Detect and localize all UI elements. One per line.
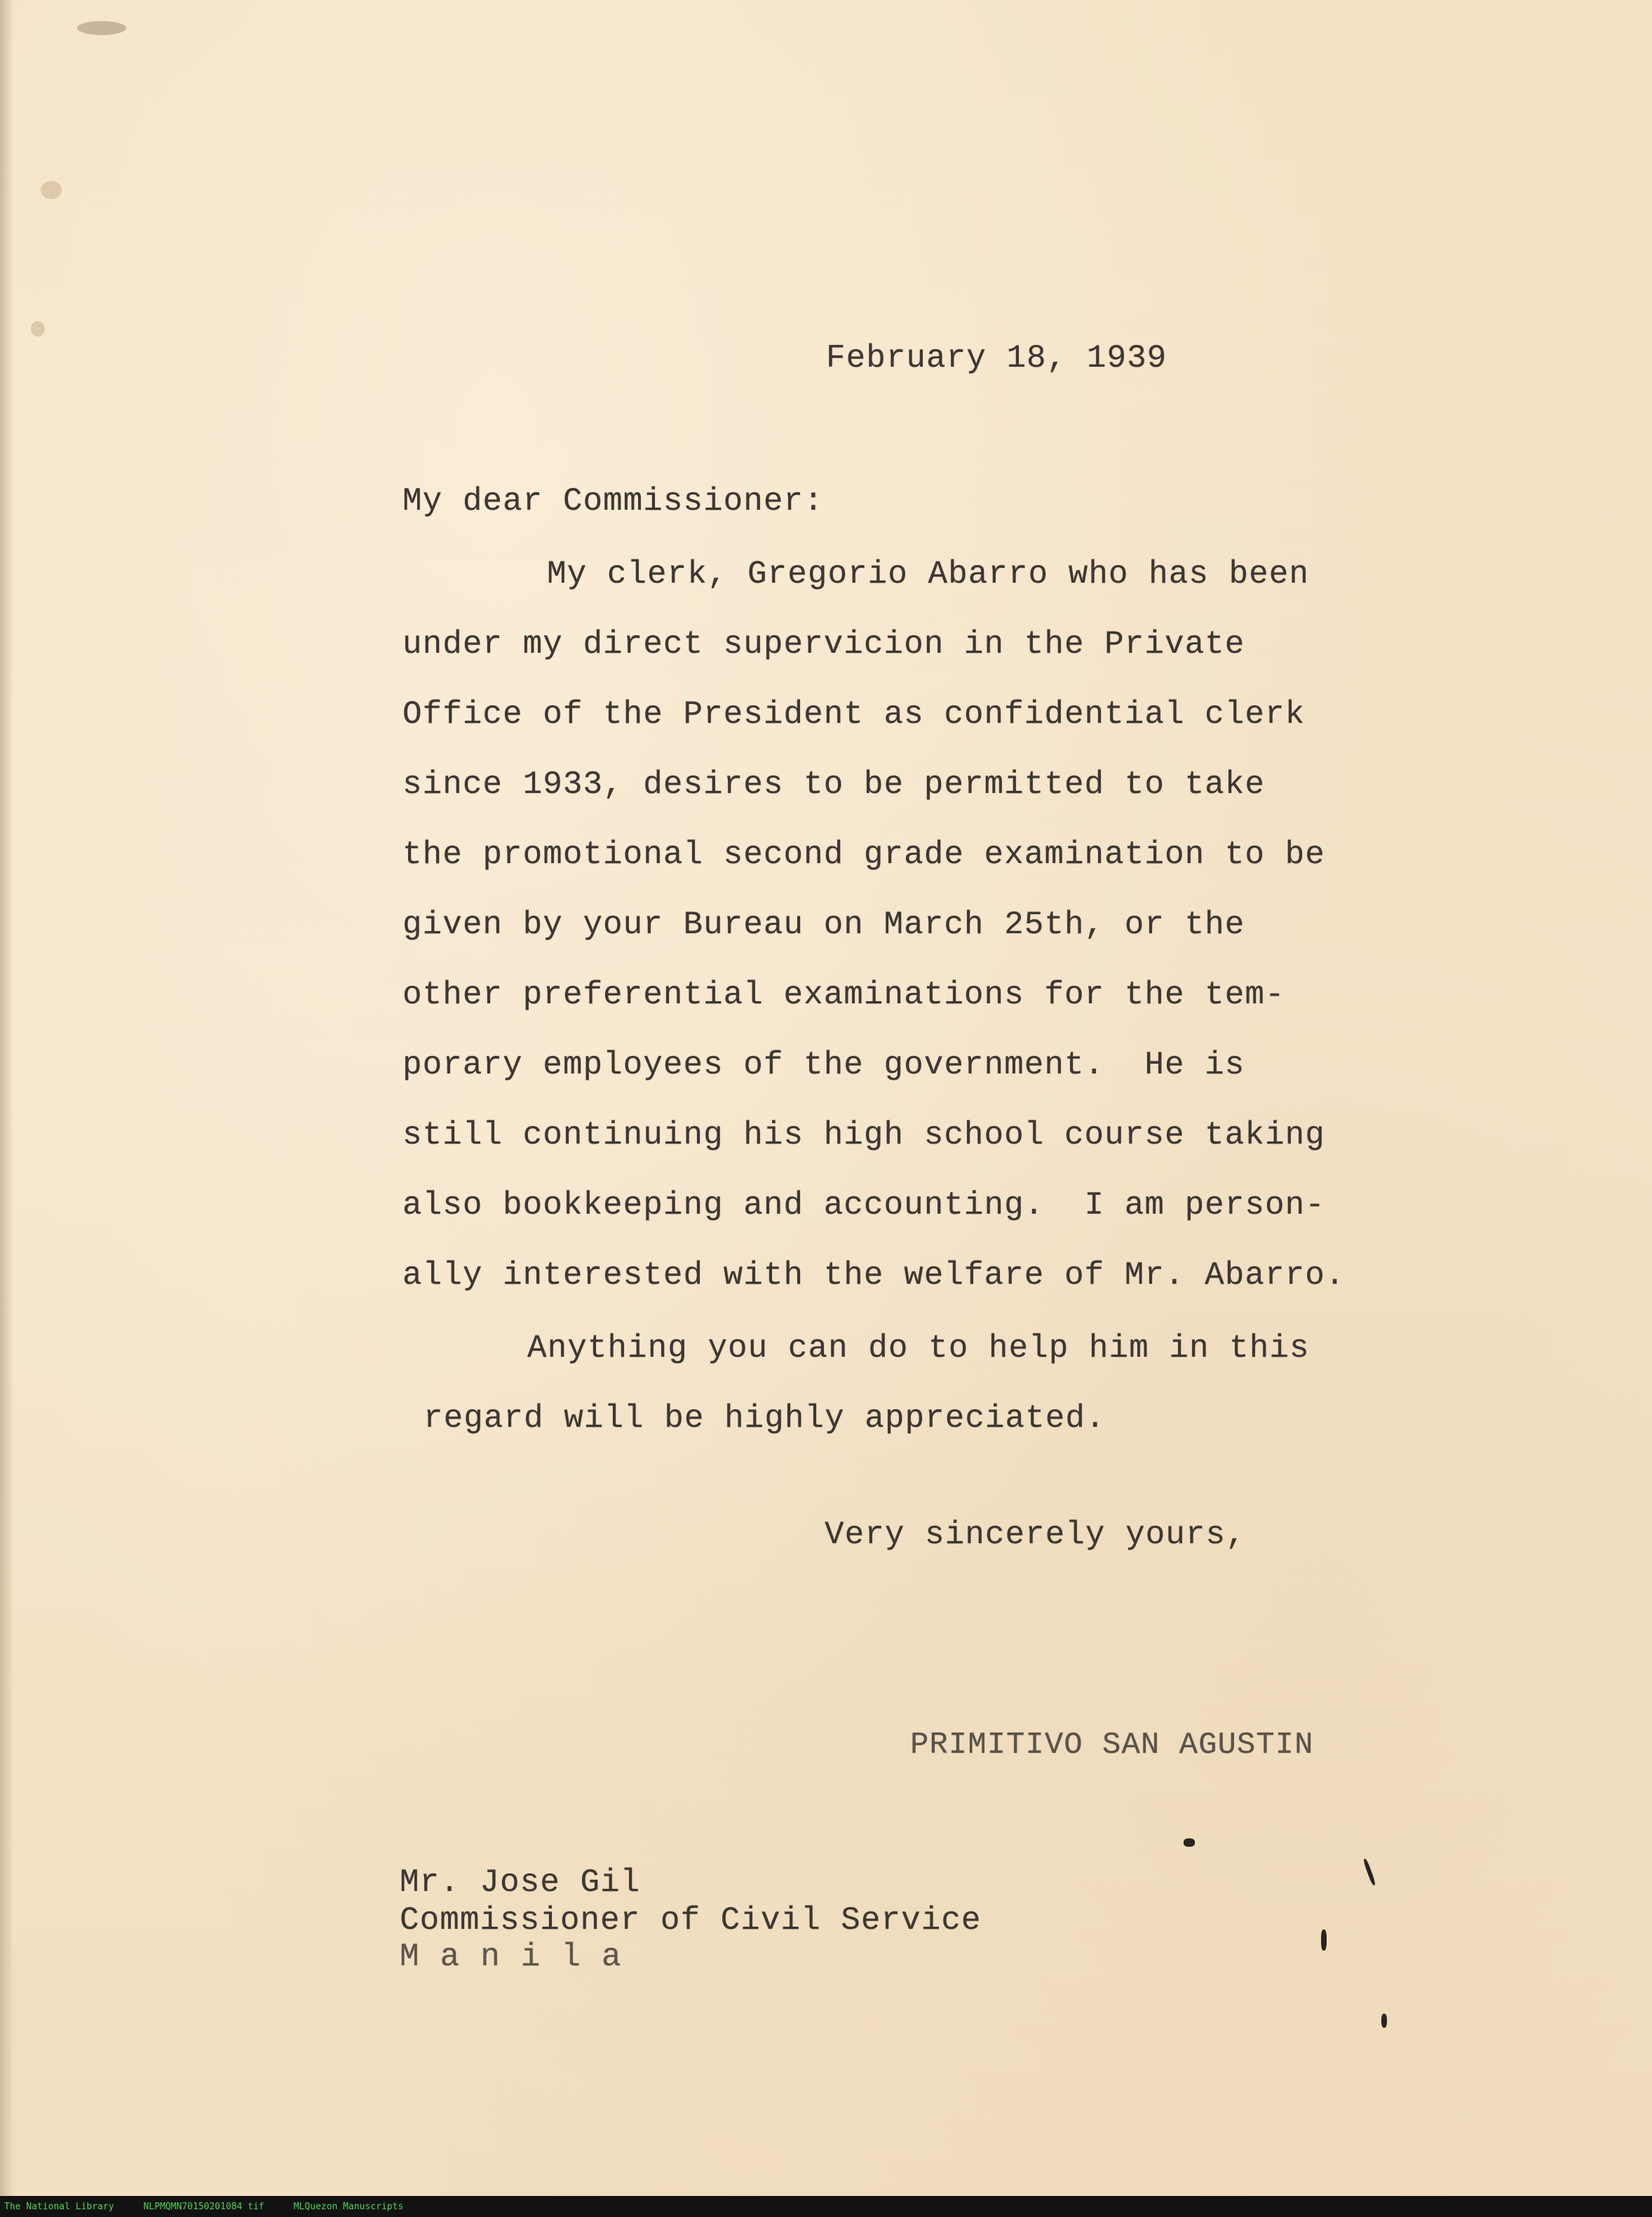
recipient-city: Manila [400,1939,642,1975]
body-line: since 1933, desires to be permitted to take [402,766,1265,803]
body-line: My clerk, Gregorio Abarro who has been [547,556,1309,592]
body-line: other preferential examinations for the tem- [402,977,1285,1013]
closing-paragraph-line: Anything you can do to help him in this [527,1330,1310,1367]
archive-footer-bar [0,2196,1652,2217]
paper-stain [31,321,45,337]
ink-mark [1362,1858,1376,1886]
body-line: ally interested with the welfare of Mr. Abarro. [402,1257,1346,1294]
letter-date: February 18, 1939 [826,340,1167,377]
body-line: also bookkeeping and accounting. I am person- [402,1187,1325,1223]
footer-collection: MLQuezon Manuscripts [293,2201,404,2212]
body-line: the promotional second grade examination to be [402,836,1325,873]
signature-name: PRIMITIVO SAN AGUSTIN [910,1728,1314,1763]
body-line: given by your Bureau on March 25th, or the [402,907,1245,943]
ink-mark [1321,1930,1327,1951]
body-line: under my direct supervicion in the Private [402,626,1245,663]
salutation: My dear Commissioner: [402,483,824,520]
recipient-name: Mr. Jose Gil [400,1864,641,1901]
body-line: Office of the President as confidential clerk [402,696,1306,733]
complimentary-close: Very sincerely yours, [825,1517,1246,1553]
paper-edge-shadow [0,0,14,2196]
paper-stain [41,181,62,199]
footer-file-id: NLPMQMN70150201084 tif [143,2201,264,2212]
paper-stain [77,21,126,35]
ink-mark [1184,1838,1195,1847]
recipient-title: Commissioner of Civil Service [400,1902,982,1939]
body-line: porary employees of the government. He is [402,1047,1245,1083]
body-line: still continuing his high school course taking [402,1117,1325,1153]
closing-paragraph-line: regard will be highly appreciated. [424,1400,1106,1437]
ink-mark [1381,2014,1387,2028]
footer-library: The National Library [4,2201,114,2212]
